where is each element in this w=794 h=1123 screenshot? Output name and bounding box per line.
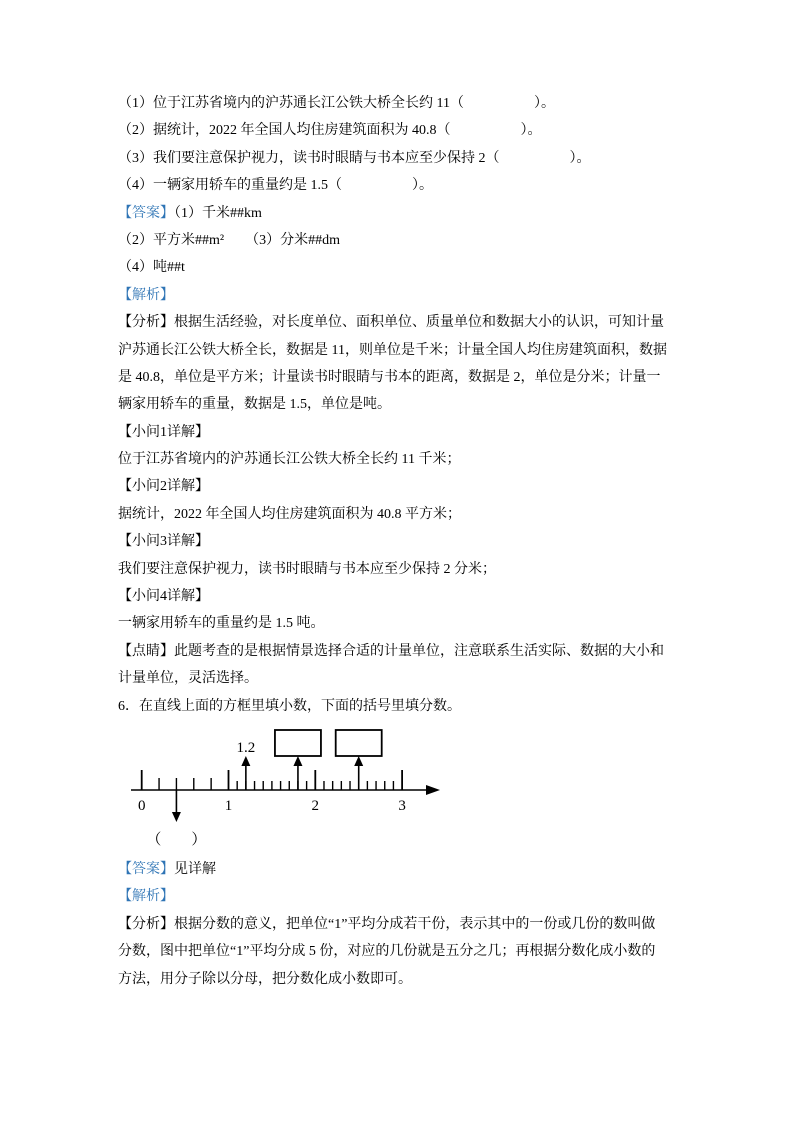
- answer-label: 【答案】: [118, 862, 174, 877]
- text-line: [118, 911, 718, 938]
- text-line: [118, 583, 718, 610]
- text-line: [118, 172, 718, 199]
- line-text: 辆家用轿车的重量，数据是 1.5，单位是吨。: [118, 397, 391, 413]
- fraction-blank: （ ）: [146, 832, 207, 848]
- text-line: [118, 117, 718, 144]
- up-arrow-icon: [293, 756, 302, 766]
- line-text: 沪苏通长江公铁大桥全长，数据是 11，则单位是千米；计量全国人均住房建筑面积，数据: [118, 342, 667, 358]
- line-text: （1）千米##km: [174, 205, 262, 221]
- text-line: [118, 473, 718, 500]
- text-line: [118, 364, 718, 391]
- line-text: 位于江苏省境内的沪苏通长江公铁大桥全长约 11 千米；: [118, 452, 461, 468]
- line-text: 是 40.8，单位是平方米；计量读书时眼睛与书本的距离，数据是 2，单位是分米；计量一: [118, 369, 661, 385]
- axis-arrowhead-icon: [426, 785, 440, 795]
- up-arrow-icon: [354, 756, 363, 766]
- axis-label: 1: [224, 798, 233, 814]
- line-text: （4）吨##t: [118, 260, 185, 276]
- down-arrow-icon: [172, 812, 181, 822]
- axis-label: 0: [137, 798, 146, 814]
- line-text: 见详解: [174, 862, 216, 877]
- line-text: 【小问4详解】: [118, 589, 209, 605]
- line-text: 计量单位，灵活选择。: [118, 671, 258, 687]
- line-text: （2）平方米##m² （3）分米##dm: [118, 232, 340, 248]
- text-line: [118, 693, 718, 720]
- line-text: 6．在直线上面的方框里填小数，下面的括号里填分数。: [118, 698, 461, 714]
- line-text: （2）据统计，2022 年全国人均住房建筑面积为 40.8（ ）。: [118, 123, 542, 139]
- point-label: 1.2: [236, 740, 256, 756]
- line-text: 一辆家用轿车的重量约是 1.5 吨。: [118, 616, 325, 632]
- up-arrow-icon: [241, 756, 250, 766]
- text-line: [118, 145, 718, 172]
- text-line: [118, 501, 718, 528]
- line-text: 据统计，2022 年全国人均住房建筑面积为 40.8 平方米；: [118, 506, 461, 522]
- line-text: 【小问1详解】: [118, 424, 209, 440]
- answer-box: [275, 730, 321, 756]
- text-line: [118, 610, 718, 637]
- axis-label: 2: [311, 798, 320, 814]
- text-line: [118, 966, 718, 993]
- line-text: （4）一辆家用轿车的重量约是 1.5（ ）。: [118, 178, 433, 194]
- text-line: [118, 665, 718, 692]
- text-line: [118, 938, 718, 965]
- number-line-figure: [0, 720, 794, 856]
- question5-section: [118, 90, 718, 720]
- text-line: [118, 638, 718, 665]
- analysis-label: 【解析】: [118, 889, 174, 905]
- line-text: 我们要注意保护视力，读书时眼睛与书本应至少保持 2 分米；: [118, 561, 496, 577]
- analysis-label: 【解析】: [118, 287, 174, 303]
- text-line: [118, 556, 718, 583]
- text-line: [118, 227, 718, 254]
- line-text: 方法，用分子除以分母，把分数化成小数即可。: [118, 971, 412, 987]
- line-text: 分数，图中把单位“1”平均分成 5 份，对应的几份就是五分之几；再根据分数化成小数的: [118, 944, 656, 960]
- axis-label: 3: [398, 798, 406, 814]
- text-line: [118, 309, 718, 336]
- text-line: [118, 528, 718, 555]
- answer-label: 【答案】: [118, 205, 174, 221]
- line-text: （3）我们要注意保护视力，读书时眼睛与书本应至少保持 2（ ）。: [118, 150, 591, 166]
- text-line: [118, 419, 718, 446]
- line-text: （1）位于江苏省境内的沪苏通长江公铁大桥全长约 11（ ）。: [118, 96, 555, 111]
- line-text: 【点睛】此题考查的是根据情景选择合适的计量单位，注意联系生活实际、数据的大小和: [118, 643, 664, 659]
- line-text: 【分析】根据分数的意义，把单位“1”平均分成若干份，表示其中的一份或几份的数叫做: [118, 916, 656, 932]
- text-line: [118, 856, 718, 883]
- line-text: 【分析】根据生活经验，对长度单位、面积单位、质量单位和数据大小的认识，可知计量: [118, 315, 664, 331]
- text-line: [118, 282, 718, 309]
- line-text: 【小问3详解】: [118, 534, 209, 550]
- text-line: [118, 446, 718, 473]
- number-line-svg: [0, 720, 794, 856]
- answer-box: [336, 730, 382, 756]
- text-line: [118, 883, 718, 910]
- question6-answer-section: [118, 856, 718, 993]
- text-line: [118, 200, 718, 227]
- text-line: [118, 90, 718, 117]
- line-text: 【小问2详解】: [118, 479, 209, 495]
- text-line: [118, 391, 718, 418]
- text-line: [118, 254, 718, 281]
- text-line: [118, 337, 718, 364]
